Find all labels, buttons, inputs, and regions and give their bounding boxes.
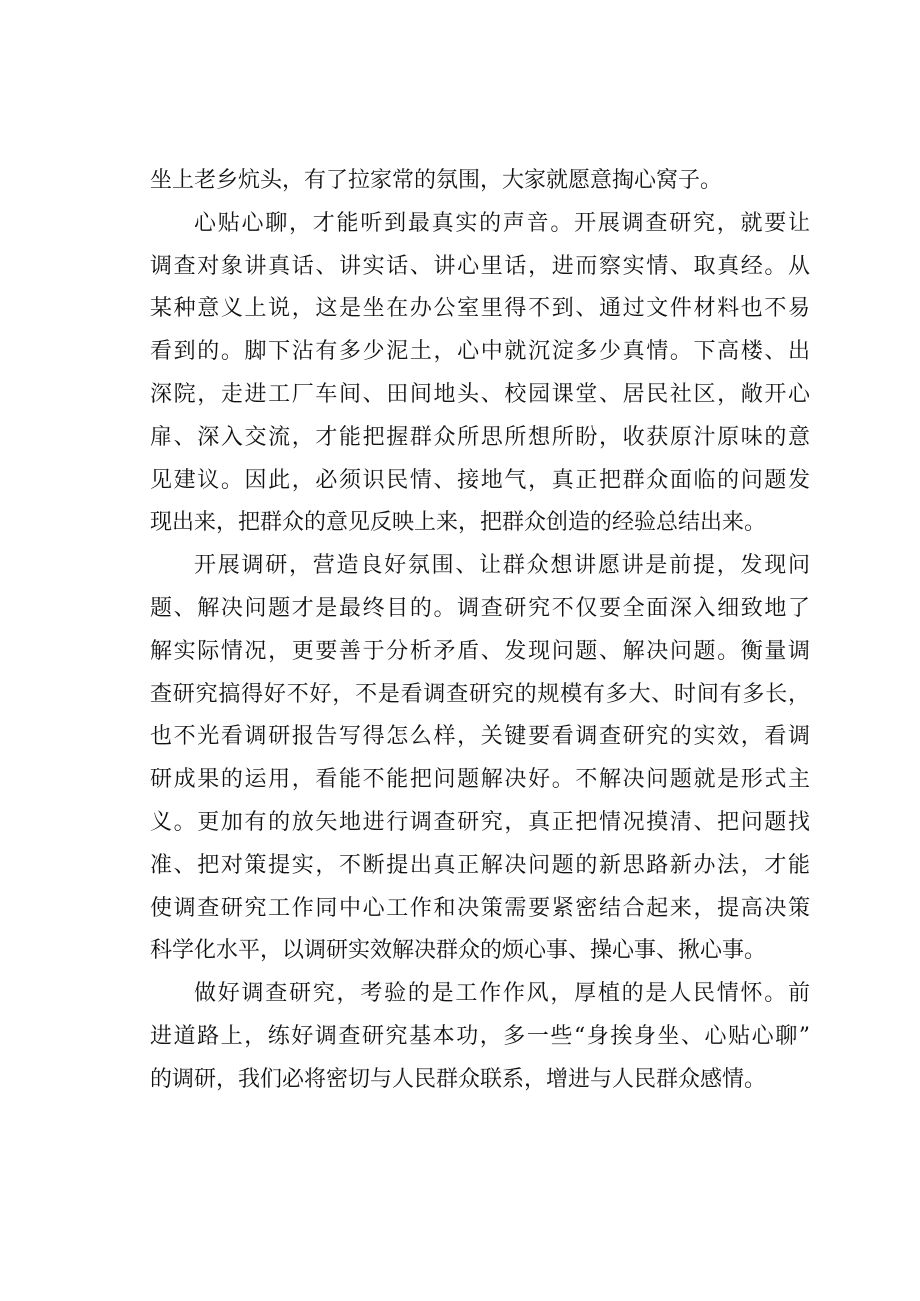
text-line: 坐上老乡炕头，有了拉家常的氛围，大家就愿意掏心窝子。: [150, 168, 723, 193]
text-line: 准、把对策提实，不断提出真正解决问题的新思路新办法，才能: [150, 852, 810, 878]
text-line: 心贴心聊，才能听到最真实的声音。开展调查研究，就要让: [194, 210, 810, 236]
text-line: 的调研，我们必将密切与人民群众联系，增进与人民群众感情。: [150, 1066, 767, 1092]
text-line: 也不光看调研报告写得怎么样，关键要看调查研究的实效，看调: [150, 724, 810, 750]
text-line: 查研究搞得好不好，不是看调查研究的规模有多大、时间有多长，: [150, 681, 810, 707]
text-line: 某种意义上说，这是坐在办公室里得不到、通过文件材料也不易: [150, 296, 810, 322]
text-line: 看到的。脚下沾有多少泥土，心中就沉淀多少真情。下高楼、出: [150, 339, 810, 365]
text-line: 深院，走进工厂车间、田间地头、校园课堂、居民社区，敞开心: [150, 381, 810, 407]
text-line: 解实际情况，更要善于分析矛盾、发现问题、解决问题。衡量调: [150, 638, 810, 664]
text-line: 调查对象讲真话、讲实话、讲心里话，进而察实情、取真经。从: [150, 253, 810, 279]
text-line: 使调查研究工作同中心工作和决策需要紧密结合起来，提高决策: [150, 895, 810, 921]
document-body: [150, 160, 810, 1102]
text-line: 开展调研，营造良好氛围、让群众想讲愿讲是前提，发现问: [194, 553, 810, 579]
text-line: 义。更加有的放矢地进行调查研究，真正把情况摸清、把问题找: [150, 809, 810, 835]
text-line: 见建议。因此，必须识民情、接地气，真正把群众面临的问题发: [150, 467, 810, 493]
text-line: 做好调查研究，考验的是工作作风，厚植的是人民情怀。前: [194, 981, 810, 1007]
text-line: 进道路上，练好调查研究基本功，多一些“身挨身坐、心贴心聊”: [150, 1023, 810, 1049]
text-line: 现出来，把群众的意见反映上来，把群众创造的经验总结出来。: [150, 510, 767, 536]
text-line: 扉、深入交流，才能把握群众所思所想所盼，收获原汁原味的意: [150, 424, 810, 450]
text-line: 科学化水平，以调研实效解决群众的烦心事、操心事、揪心事。: [150, 938, 767, 964]
text-line: 题、解决问题才是最终目的。调查研究不仅要全面深入细致地了: [150, 595, 810, 621]
text-line: 研成果的运用，看能不能把问题解决好。不解决问题就是形式主: [150, 767, 810, 793]
